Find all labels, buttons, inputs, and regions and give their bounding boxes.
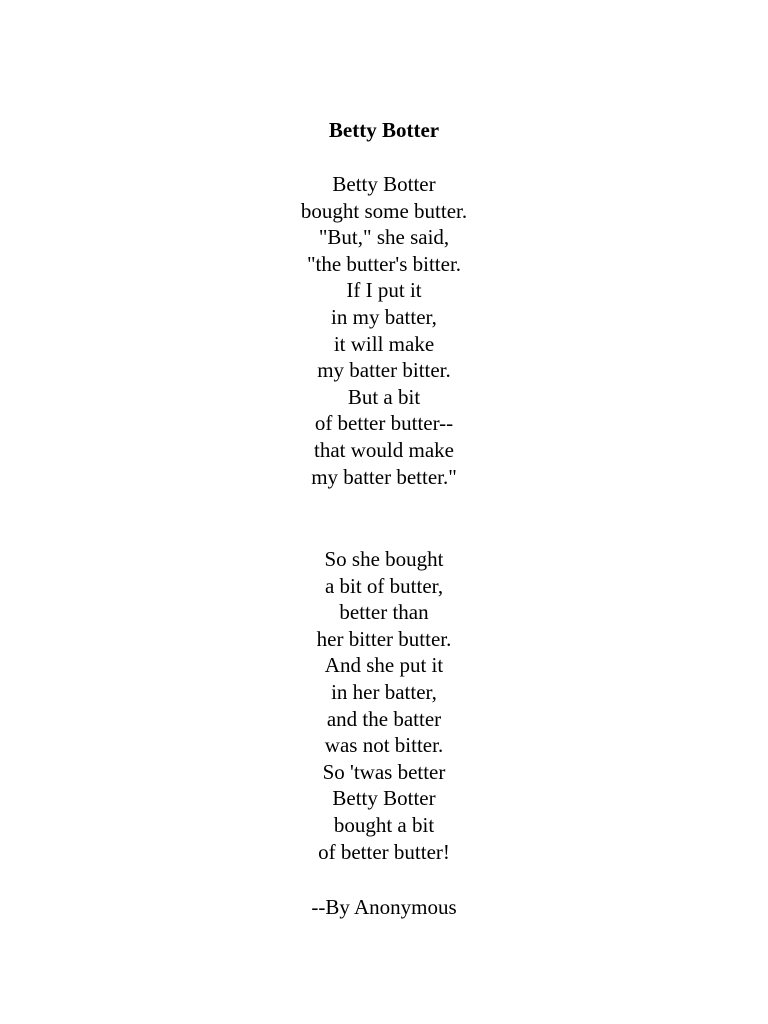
poem-line: If I put it	[346, 278, 422, 303]
poem-line: So she bought	[324, 547, 444, 571]
poem-line: her bitter butter.	[316, 626, 452, 651]
poem-line: So 'twas better	[322, 759, 446, 784]
poem-line: and the batter	[326, 706, 442, 731]
stanza-2	[0, 546, 768, 865]
poem-attribution: --By Anonymous	[311, 895, 457, 919]
poem-line: a bit of butter,	[324, 573, 444, 598]
poem-line: Betty Botter	[332, 172, 436, 196]
poem-line: Betty Botter	[332, 786, 436, 811]
stanza-1	[0, 171, 768, 490]
poem-line: it will make	[333, 331, 435, 356]
poem-line: in my batter,	[331, 304, 437, 329]
poem-line: better than	[339, 600, 429, 625]
poem-line: in her batter,	[331, 679, 437, 704]
poem-line: of better butter!	[318, 839, 450, 864]
poem-line: my batter bitter.	[317, 358, 451, 383]
poem-line: "the butter's bitter.	[306, 251, 462, 276]
poem-title: Betty Botter	[328, 118, 440, 142]
poem-line: But a bit	[347, 384, 421, 409]
poem-line: of better butter--	[314, 411, 454, 436]
poem-line: bought a bit	[333, 812, 435, 837]
poem-line: that would make	[314, 437, 454, 462]
poem-line: And she put it	[324, 653, 444, 678]
poem-line: "But," she said,	[318, 225, 450, 250]
poem-line: was not bitter.	[324, 733, 444, 758]
poem-line: bought some butter.	[300, 198, 468, 223]
poem-line: my batter better."	[311, 464, 457, 489]
